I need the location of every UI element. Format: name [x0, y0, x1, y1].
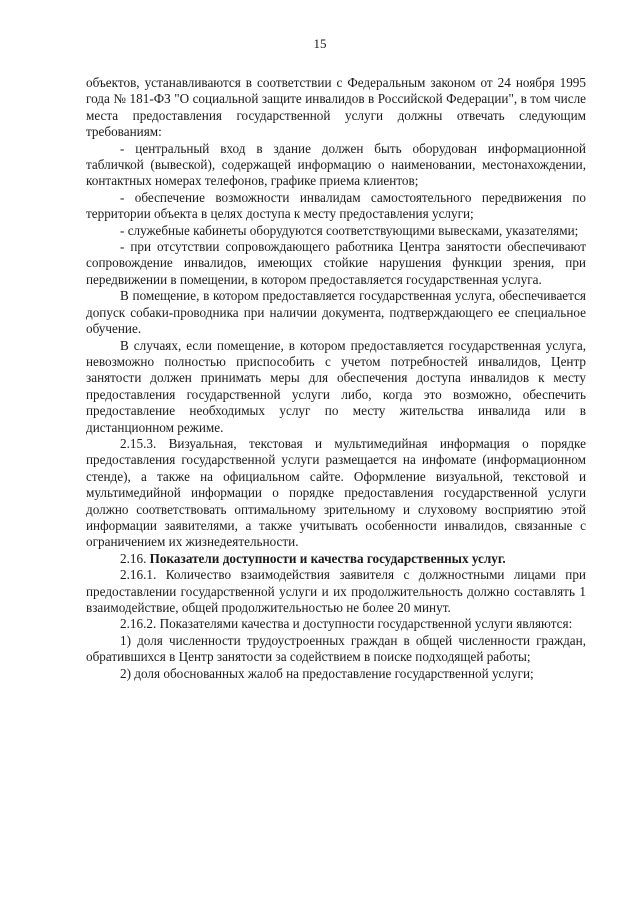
- section-heading-title: Показатели доступности и качества государственных услуг.: [149, 550, 506, 566]
- paragraph-guide-dog: В помещение, в котором предоставляется государственная услуга, обеспечивается допуск собаки-проводника при наличии документа, подтверждающего ее специальное обучение.: [86, 288, 586, 337]
- paragraph-2-16-2: 2.16.2. Показателями качества и доступности государственной услуги являются:: [120, 616, 573, 632]
- paragraph-adaptation-measures: В случаях, если помещение, в котором предоставляется государственная услуга, невозможно полностью приспособить с учетом потребностей инвалидов, Центр занятости должен принимать меры для обеспечения доступа инвалидов к месту предоставления государственной услуги либо, когда это возможно, обеспечить предоставление необходимых услуг по месту жительства инвалида или в дистанционном режиме.: [86, 337, 586, 435]
- list-item-central-entrance: - центральный вход в здание должен быть оборудован информационной табличкой (вывеской), содержащей информацию о наименовании, местонахождении, контактных номерах телефонов, графике приема клиентов;: [86, 140, 586, 189]
- page-number: 15: [313, 36, 327, 51]
- paragraph-2-16-1: 2.16.1. Количество взаимодействия заявителя с должностными лицами при предоставлении государственной услуги и их продолжительность должно составлять 1 взаимодействие, общей продолжительностью не более 20 минут.: [86, 567, 586, 615]
- section-heading-number: 2.16.: [120, 550, 147, 566]
- paragraph-accessibility-law: объектов, устанавливаются в соответствии с Федеральным законом от 24 ноября 1995 года № 181-ФЗ "О социальной защите инвалидов в Российской Федерации", в том числе места предоставления государственной услуги должны отвечать следующим требованиям:: [86, 75, 586, 140]
- list-item-independent-movement: - обеспечение возможности инвалидам самостоятельного передвижения по территории объекта в целях доступа к месту предоставления услуги;: [86, 189, 586, 222]
- section-heading-2-16: [86, 551, 586, 567]
- list-item-complaints-share: 2) доля обоснованных жалоб на предоставление государственной услуги;: [120, 665, 534, 681]
- paragraph-2-15-3: 2.15.3. Визуальная, текстовая и мультимедийная информация о порядке предоставления государственной услуги размещается на инфомате (информационном стенде), а также на официальном сайте. Оформление визуальной, текстовой и мультимедийной информации о порядке предоставления государственной услуги должно соответствовать оптимальному зрительному и слуховому восприятию этой информации заявителями, а также учитывать особенности инвалидов, связанные с ограничением их жизнедеятельности.: [86, 435, 586, 550]
- list-item-escort: - при отсутствии сопровождающего работника Центра занятости обеспечивают сопровождение инвалидов, имеющих стойкие нарушения функции зрения, при передвижении в помещении, в котором предоставляется государственная услуга.: [86, 239, 586, 287]
- list-item-employment-share: 1) доля численности трудоустроенных граждан в общей численности граждан, обратившихся в Центр занятости за содействием в поиске подходящей работы;: [86, 632, 586, 665]
- document-body: [86, 75, 586, 682]
- list-item-office-signage: - служебные кабинеты оборудуются соответствующими вывесками, указателями;: [120, 222, 579, 238]
